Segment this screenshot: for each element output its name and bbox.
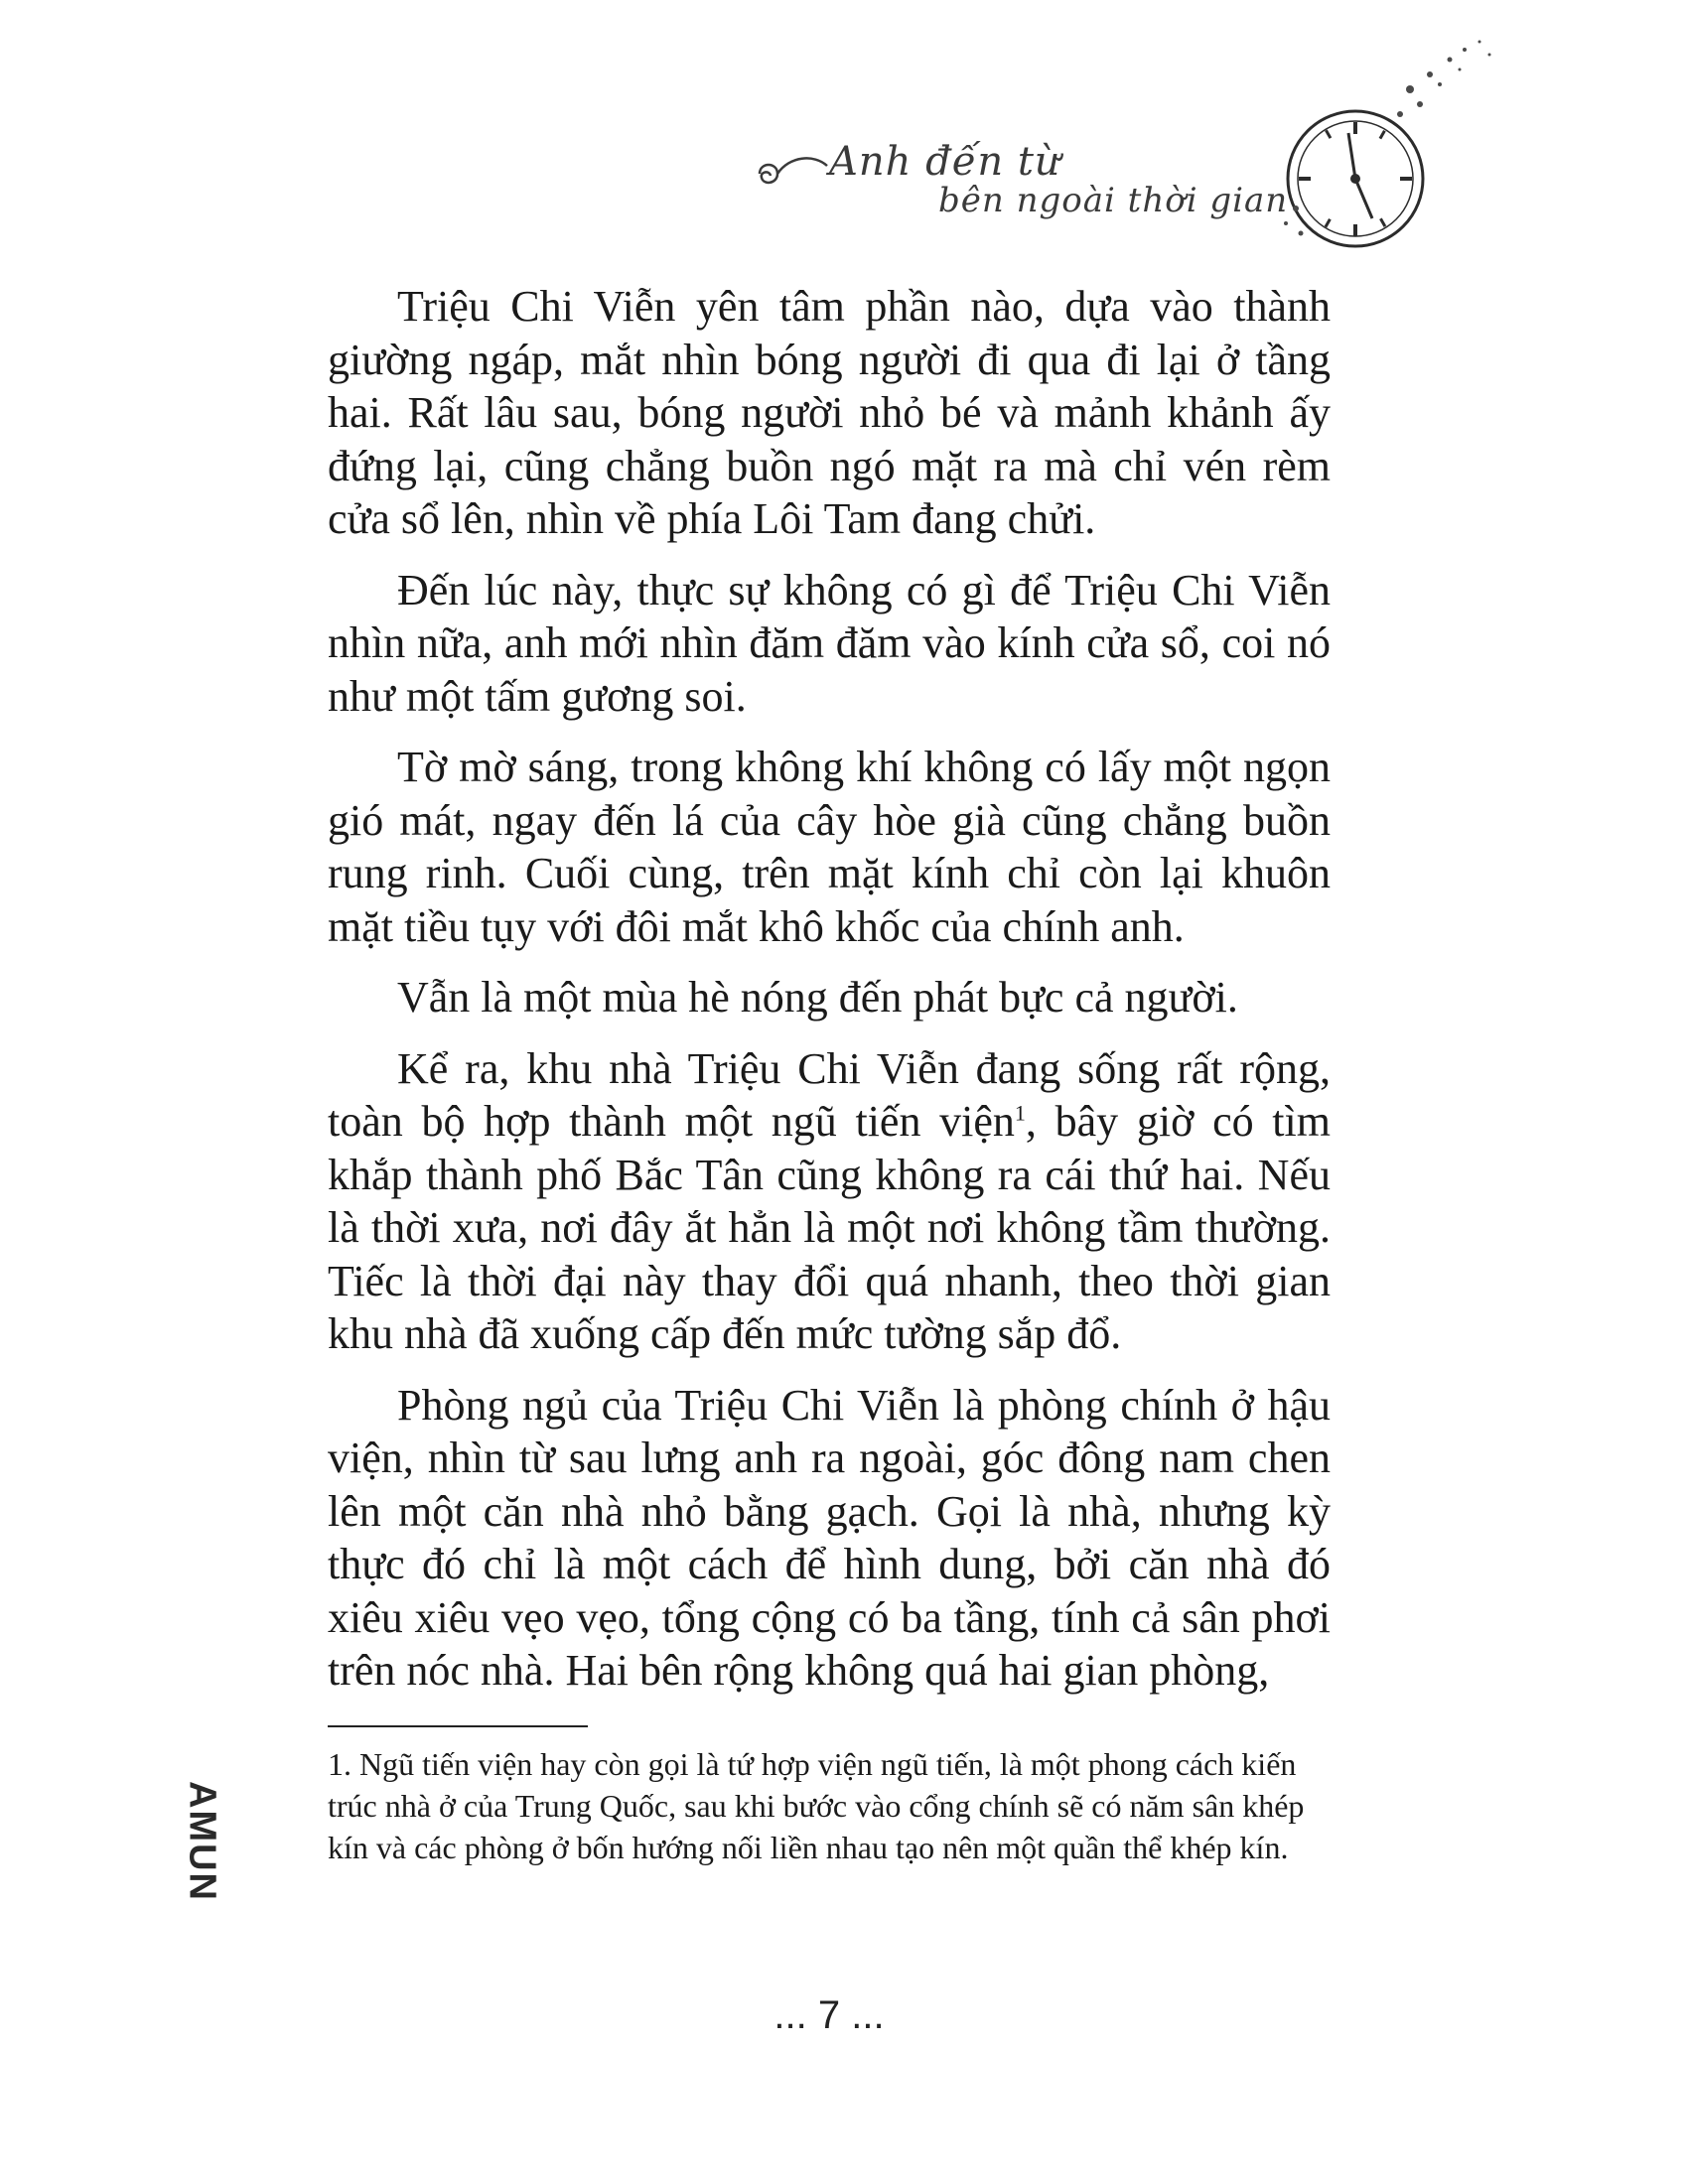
paragraph: Tờ mờ sáng, trong không khí không có lấy một ngọn gió mát, ngay đến lá của cây hòe già cũng chẳng buồn rung rinh. Cuối cùng, trên mặt kính chỉ còn lại khuôn mặt tiều tụy với đôi mắt khô khốc của chính anh. <box>328 743 1331 951</box>
paragraph-text: , bây giờ có tìm khắp thành phố Bắc Tân cũng không ra cái thứ hai. Nếu là thời xưa, nơi đây ắt hẳn là một nơi không tầm thường. Tiếc là thời đại này thay đổi quá nhanh, theo thời gian khu nhà đã xuống cấp đến mức tường sắp đổ. <box>328 1097 1331 1358</box>
clock-ornament-icon <box>1261 30 1509 248</box>
publisher-logo-text: AMUN <box>181 1781 223 1902</box>
footnote-marker: 1 <box>1014 1100 1026 1126</box>
page-number: ... 7 ... <box>774 1993 885 2037</box>
publisher-logo <box>182 1767 221 1916</box>
footnote-text: 1. Ngũ tiến viện hay còn gọi là tứ hợp viện ngũ tiến, là một phong cách kiến trúc nhà ở của Trung Quốc, sau khi bước vào cổng chính sẽ có năm sân khép kín và các phòng ở bốn hướng nối liền nhau tạo nên một quần thể khép kín. <box>328 1746 1305 1865</box>
footnote-divider <box>328 1725 588 1727</box>
paragraph: Đến lúc này, thực sự không có gì để Triệu Chi Viễn nhìn nữa, anh mới nhìn đăm đăm vào kính cửa sổ, coi nó như một tấm gương soi. <box>328 565 1331 721</box>
page-header <box>0 0 1688 258</box>
paragraph-with-footnote <box>328 1042 1331 1361</box>
paragraph: Vẫn là một mùa hè nóng đến phát bực cả người. <box>397 973 1238 1022</box>
swirl-ornament-icon <box>730 144 829 204</box>
paragraph: Triệu Chi Viễn yên tâm phần nào, dựa vào thành giường ngáp, mắt nhìn bóng người đi qua đi lại ở tầng hai. Rất lâu sau, bóng người nhỏ bé và mảnh khảnh ấy đứng lại, cũng chẳng buồn ngó mặt ra mà chỉ vén rèm cửa sổ lên, nhìn về phía Lôi Tam đang chửi. <box>328 282 1331 543</box>
running-title-line1: Anh đến từ <box>829 139 1061 185</box>
footnote <box>328 1743 1331 1868</box>
paragraph: Phòng ngủ của Triệu Chi Viễn là phòng chính ở hậu viện, nhìn từ sau lưng anh ra ngoài, góc đông nam chen lên một căn nhà nhỏ bằng gạch. Gọi là nhà, nhưng kỳ thực đó chỉ là một cách để hình dung, bởi căn nhà đó xiêu xiêu vẹo vẹo, tổng cộng có ba tầng, tính cả sân phơi trên nóc nhà. Hai bên rộng không quá hai gian phòng, <box>328 1380 1331 1695</box>
running-title-line2: bên ngoài thời gian <box>938 181 1289 220</box>
body-text <box>328 280 1331 1715</box>
paragraph-text: Kể ra, khu nhà Triệu Chi Viễn đang sống rất rộng, toàn bộ hợp thành một ngũ tiến viện <box>328 1043 1331 1146</box>
